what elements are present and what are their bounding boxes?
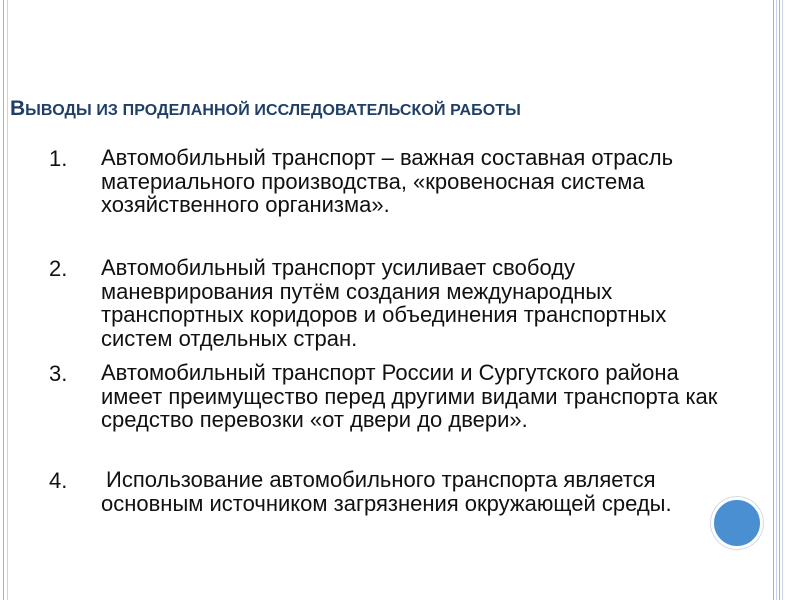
list-item-number: 3. xyxy=(49,361,68,386)
list-item-number: 2. xyxy=(49,256,68,281)
list-item-number: 1. xyxy=(49,146,68,171)
list-item-text-content: Использование автомобильного транспорта является основным источником загрязнения окружающей среды. xyxy=(101,467,672,516)
slide-title-first-letter: В xyxy=(10,97,26,120)
decorative-circle xyxy=(711,497,763,549)
slide-title-rest: ЫВОДЫ ИЗ ПРОДЕЛАННОЙ ИССЛЕДОВАТЕЛЬСКОЙ РАБОТЫ xyxy=(25,102,521,119)
list-item-text: Автомобильный транспорт России и Сургутского района имеет преимущество перед другими видами транспорта как средство перевозки «от двери до двери». xyxy=(101,360,718,432)
list-item-text xyxy=(101,468,741,515)
list-item-text: Автомобильный транспорт – важная составная отрасль материального производства, «кровеносная система хозяйственного организма». xyxy=(101,145,674,217)
list-item-number: 4. xyxy=(49,468,68,493)
list-item-text: Автомобильный транспорт усиливает свободу маневрирования путём создания международных транспортных коридоров и объединения транспортных систем отдельных стран. xyxy=(101,255,667,351)
